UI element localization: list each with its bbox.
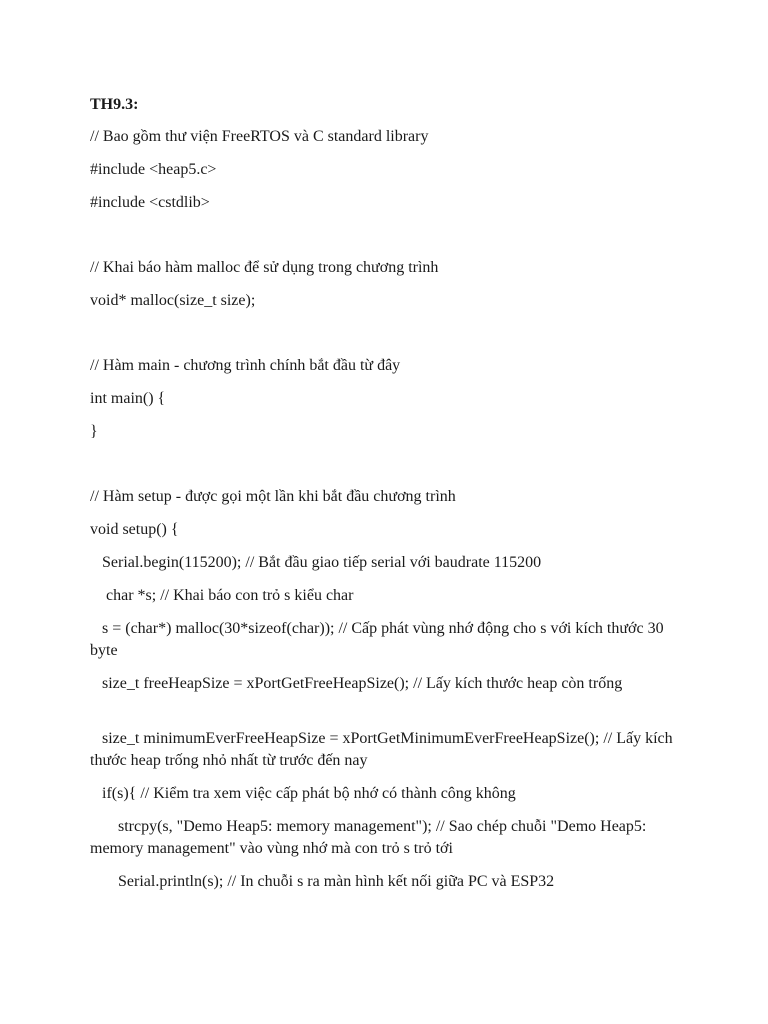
code-line: #include <cstdlib>: [90, 194, 210, 211]
code-line: void* malloc(size_t size);: [90, 292, 256, 309]
code-line: if(s){ // Kiểm tra xem việc cấp phát bộ nhớ có thành công không: [90, 785, 516, 802]
code-line: }: [90, 423, 98, 440]
code-line: size_t minimumEverFreeHeapSize = xPortGetMinimumEverFreeHeapSize(); // Lấy kích thước heap trống nhỏ nhất từ trước đến nay: [90, 730, 677, 769]
code-line: Serial.println(s); // In chuỗi s ra màn hình kết nối giữa PC và ESP32: [90, 873, 555, 890]
code-line: size_t freeHeapSize = xPortGetFreeHeapSize(); // Lấy kích thước heap còn trống: [90, 675, 623, 692]
code-line: // Hàm main - chương trình chính bắt đầu từ đây: [90, 357, 401, 374]
document-title: TH9.3:: [90, 96, 139, 113]
code-line: // Hàm setup - được gọi một lần khi bắt đầu chương trình: [90, 488, 456, 505]
code-line: int main() {: [90, 390, 166, 407]
code-line: // Khai báo hàm malloc để sử dụng trong chương trình: [90, 259, 439, 276]
code-line: Serial.begin(115200); // Bắt đầu giao tiếp serial với baudrate 115200: [90, 554, 542, 571]
code-line: #include <heap5.c>: [90, 161, 217, 178]
code-line: void setup() {: [90, 521, 179, 538]
code-line: char *s; // Khai báo con trỏ s kiểu char: [90, 587, 354, 604]
code-line: // Bao gồm thư viện FreeRTOS và C standard library: [90, 128, 429, 145]
code-line: s = (char*) malloc(30*sizeof(char)); // Cấp phát vùng nhớ động cho s với kích thước 30 byte: [90, 620, 668, 659]
code-line: strcpy(s, "Demo Heap5: memory management"); // Sao chép chuỗi "Demo Heap5: memory management" vào vùng nhớ mà con trỏ s trỏ tới: [90, 818, 651, 857]
